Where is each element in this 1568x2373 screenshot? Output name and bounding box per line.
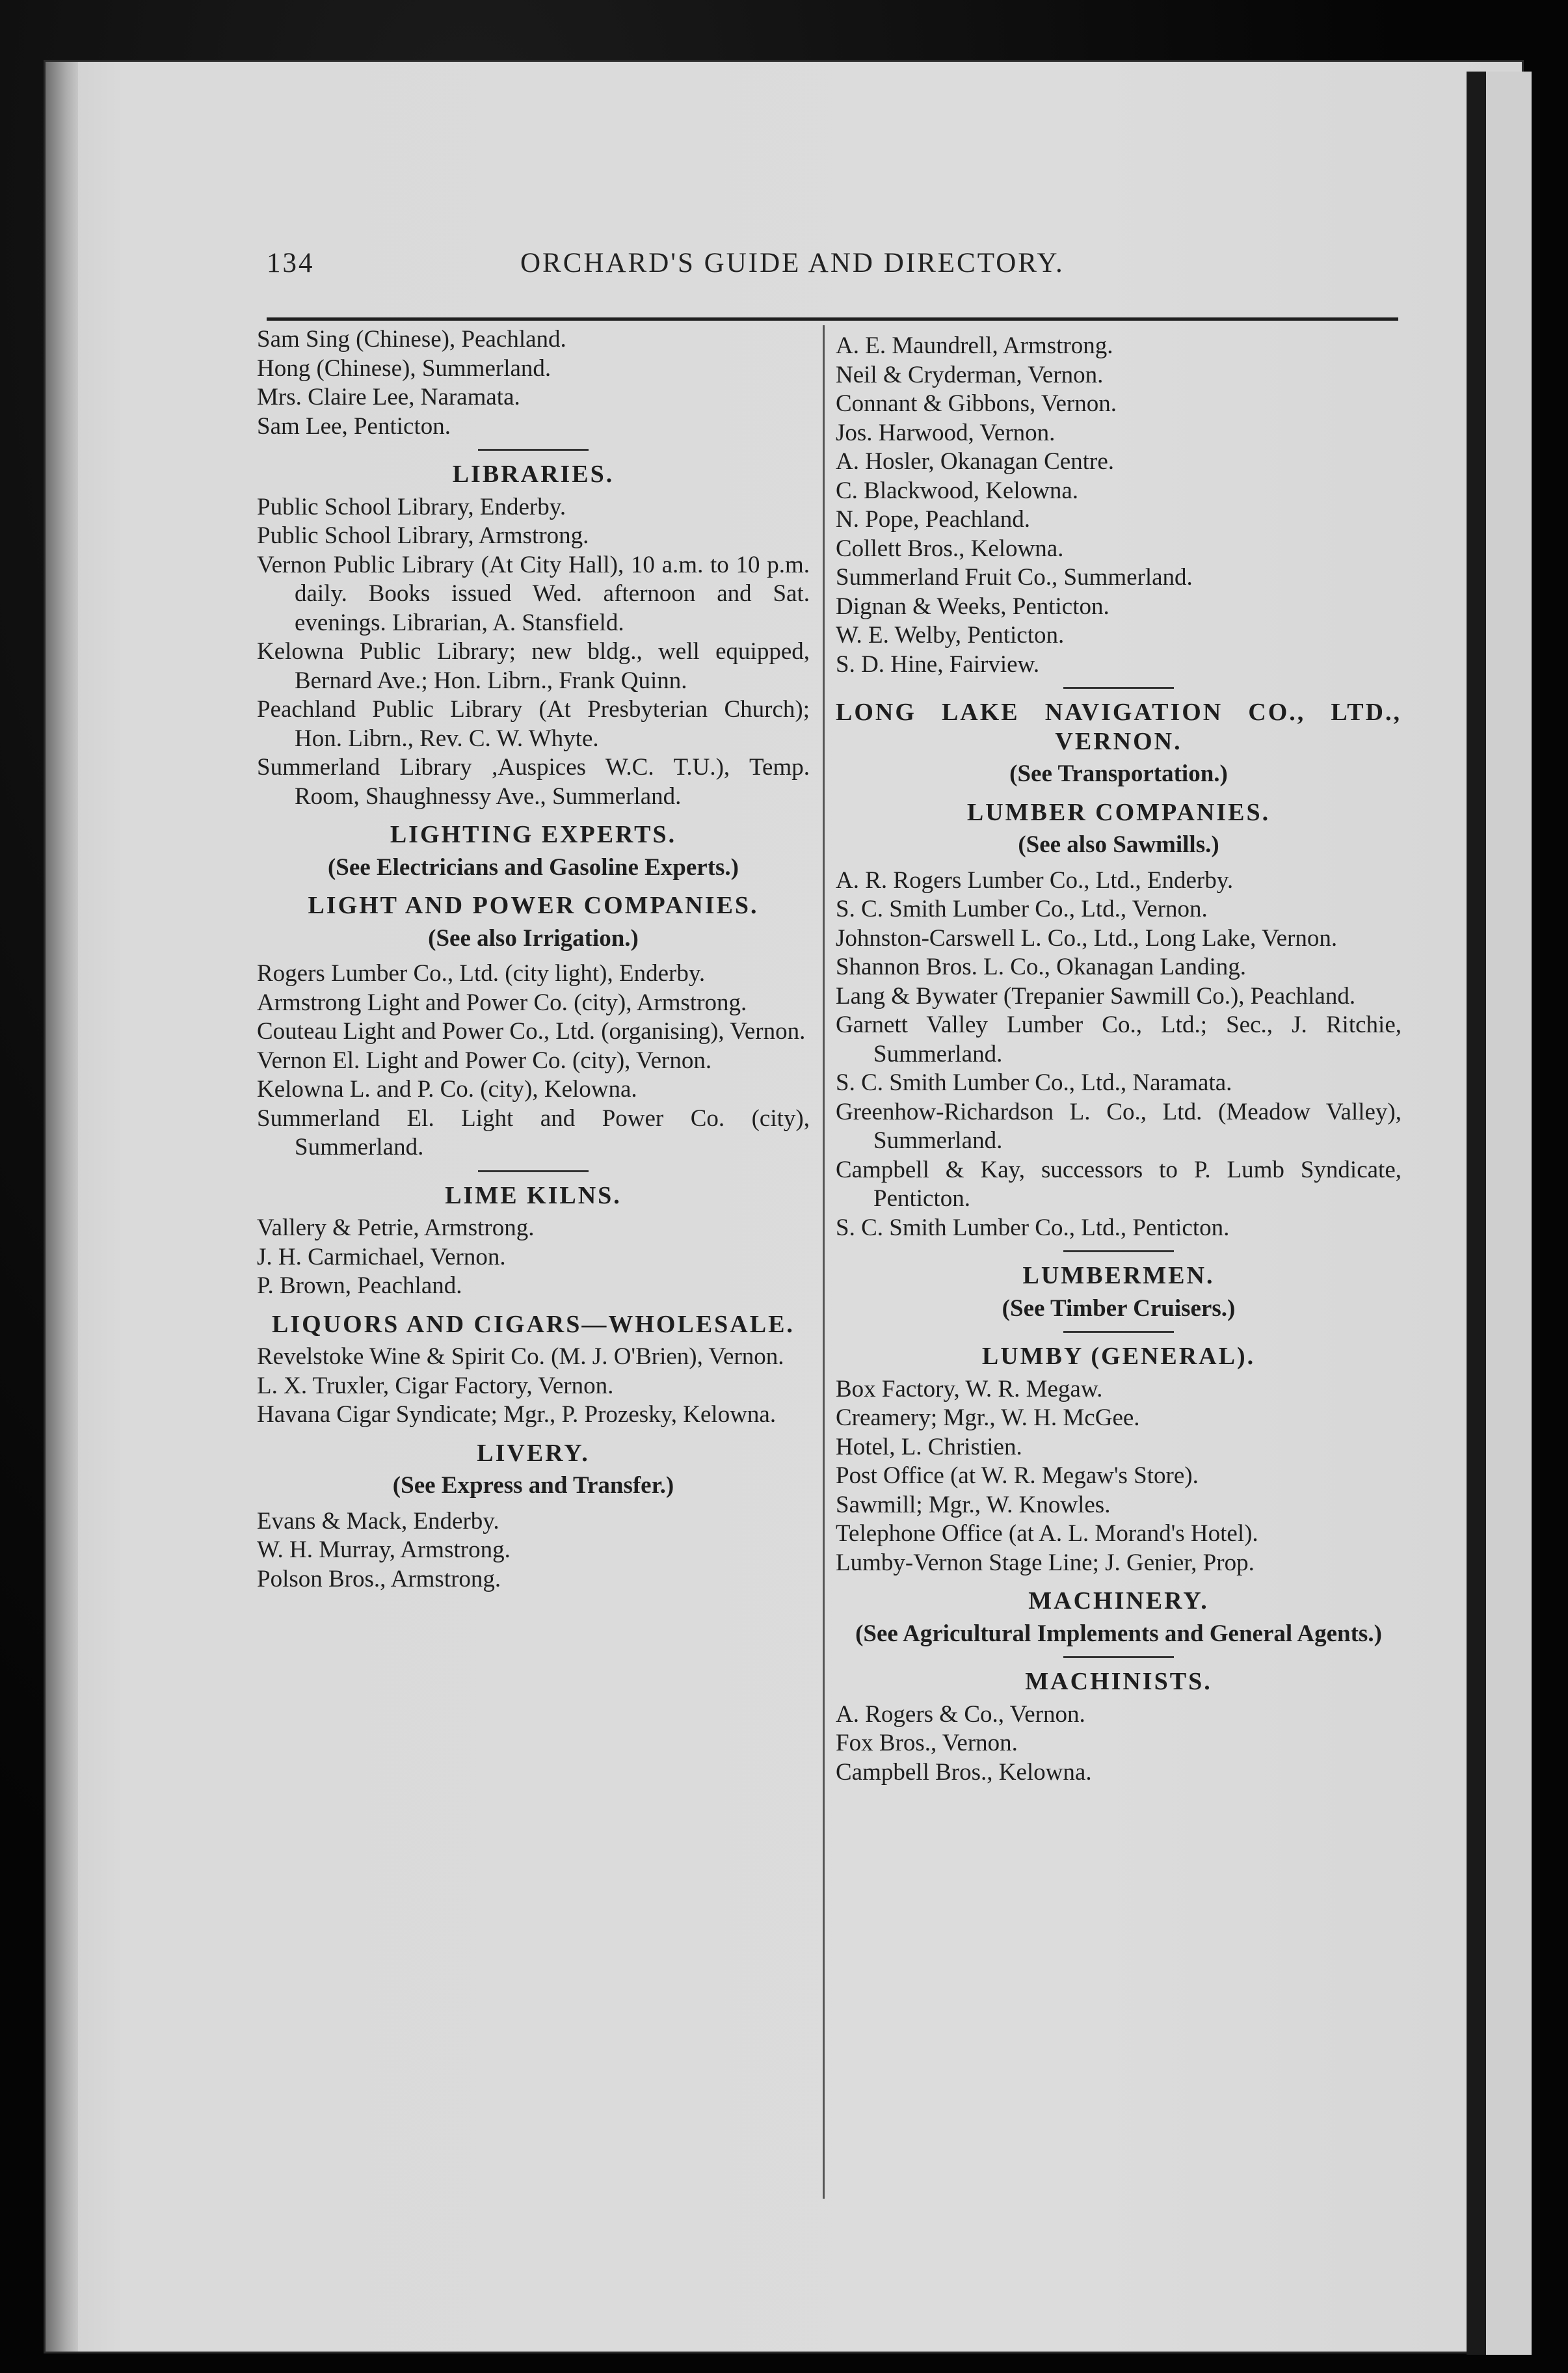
section-heading-machinists: MACHINISTS. [1025,1668,1212,1695]
list-item: J. H. Carmichael, Vernon. [257,1243,506,1270]
section-heading-long-lake: LONG LAKE NAVIGATION CO., LTD., VERNON. [836,699,1402,755]
list-item: Box Factory, W. R. Megaw. [836,1375,1103,1402]
running-title: ORCHARD'S GUIDE AND DIRECTORY. [520,248,1065,278]
section-heading-machinery: MACHINERY. [1028,1587,1209,1615]
list-item: Vallery & Petrie, Armstrong. [257,1214,535,1241]
list-item: P. Brown, Peachland. [257,1272,462,1299]
list-item: A. R. Rogers Lumber Co., Ltd., Enderby. [836,866,1234,894]
list-item: Campbell Bros., Kelowna. [836,1758,1092,1786]
section-heading-liquors: LIQUORS AND CIGARS—WHOLESALE. [272,1310,795,1338]
list-item: Lang & Bywater (Trepanier Sawmill Co.), Peachland. [836,982,1356,1010]
list-item: Collett Bros., Kelowna. [836,535,1064,562]
list-item: W. E. Welby, Penticton. [836,622,1065,649]
section-rule [478,1170,589,1172]
list-item: S. C. Smith Lumber Co., Ltd., Vernon. [836,896,1208,922]
section-heading-libraries: LIBRARIES. [452,461,615,488]
list-item: Revelstoke Wine & Spirit Co. (M. J. O'Brien), Vernon. [257,1343,784,1370]
list-item: Evans & Mack, Enderby. [257,1507,499,1535]
cross-reference-note: (See also Sawmills.) [1018,831,1219,858]
next-page-edge [1486,72,1532,2355]
list-item: Havana Cigar Syndicate; Mgr., P. Prozesky, Kelowna. [257,1401,777,1428]
list-item: Couteau Light and Power Co., Ltd. (organising), Vernon. [257,1018,806,1045]
list-item: C. Blackwood, Kelowna. [836,477,1079,504]
cross-reference-note: (See also Irrigation.) [428,924,639,952]
page-number: 134 [267,248,315,278]
list-item: Public School Library, Enderby. [257,493,566,520]
section-heading-lumbermen: LUMBERMEN. [1022,1262,1215,1289]
list-item: S. D. Hine, Fairview. [836,650,1040,678]
list-item: Rogers Lumber Co., Ltd. (city light), Enderby. [257,960,706,987]
list-item: Connant & Gibbons, Vernon. [836,390,1117,417]
list-item: Polson Bros., Armstrong. [257,1565,501,1592]
list-item: Hotel, L. Christien. [836,1433,1022,1460]
list-item: S. C. Smith Lumber Co., Ltd., Naramata. [836,1069,1232,1096]
running-header [267,247,1398,286]
section-heading-lighting-experts: LIGHTING EXPERTS. [390,821,677,848]
header-rule [267,317,1398,321]
list-item: Lumby-Vernon Stage Line; J. Genier, Prop. [836,1549,1255,1576]
list-item: N. Pope, Peachland. [836,506,1031,533]
page-gutter-shadow [1467,72,1486,2355]
list-item: Post Office (at W. R. Megaw's Store). [836,1462,1199,1489]
section-heading-light-power: LIGHT AND POWER COMPANIES. [308,892,759,919]
list-item: Kelowna Public Library; new bldg., well equipped, Bernard Ave.; Hon. Librn., Frank Quinn. [257,638,810,694]
right-column [836,332,1402,1787]
list-item: Peachland Public Library (At Presbyterian Church); Hon. Librn., Rev. C. W. Whyte. [257,696,810,752]
list-item: Garnett Valley Lumber Co., Ltd.; Sec., J. Ritchie, Summerland. [836,1012,1402,1067]
page-spine-shadow [46,62,78,2352]
list-item: Mrs. Claire Lee, Naramata. [257,384,520,410]
section-rule [1063,1656,1174,1658]
list-item: Johnston-Carswell L. Co., Ltd., Long Lake, Vernon. [836,924,1338,952]
left-column [257,325,810,1594]
cross-reference-note: (See Agricultural Implements and General Agents.) [855,1620,1382,1647]
list-item: Vernon El. Light and Power Co. (city), Vernon. [257,1047,712,1074]
cross-reference-note: (See Electricians and Gasoline Experts.) [327,853,739,881]
list-item: Dignan & Weeks, Penticton. [836,593,1110,620]
list-item: Kelowna L. and P. Co. (city), Kelowna. [257,1076,637,1103]
list-item: W. H. Murray, Armstrong. [257,1536,511,1563]
list-item: Fox Bros., Vernon. [836,1730,1018,1756]
list-item: Campbell & Kay, successors to P. Lumb Syndicate, Penticton. [836,1156,1402,1212]
section-heading-livery: LIVERY. [477,1439,590,1467]
list-item: S. C. Smith Lumber Co., Ltd., Penticton. [836,1214,1230,1241]
list-item: Public School Library, Armstrong. [257,522,589,549]
section-heading-lime-kilns: LIME KILNS. [445,1181,622,1209]
section-heading-lumby: LUMBY (GENERAL). [981,1343,1256,1370]
cross-reference-note: (See Transportation.) [1009,760,1228,787]
list-item: Hong (Chinese), Summerland. [257,355,551,382]
list-item: Summerland El. Light and Power Co. (city), Summerland. [257,1105,810,1160]
list-item: Telephone Office (at A. L. Morand's Hotel). [836,1520,1258,1547]
section-rule [1063,1250,1174,1252]
list-item: Sawmill; Mgr., W. Knowles. [836,1491,1111,1518]
list-item: Jos. Harwood, Vernon. [836,419,1056,446]
list-item: Creamery; Mgr., W. H. McGee. [836,1404,1140,1431]
section-rule [1063,687,1174,689]
list-item: Armstrong Light and Power Co. (city), Armstrong. [257,989,747,1016]
list-item: Sam Sing (Chinese), Peachland. [257,326,566,353]
list-item: Greenhow-Richardson L. Co., Ltd. (Meadow Valley), Summerland. [836,1098,1402,1154]
list-item: Summerland Library ,Auspices W.C. T.U.), Temp. Room, Shaughnessy Ave., Summerland. [257,754,810,810]
list-item: L. X. Truxler, Cigar Factory, Vernon. [257,1372,614,1399]
list-item: Summerland Fruit Co., Summerland. [836,564,1193,591]
cross-reference-note: (See Timber Cruisers.) [1002,1294,1236,1322]
section-rule [478,449,589,451]
list-item: A. E. Maundrell, Armstrong. [836,332,1113,359]
cross-reference-note: (See Express and Transfer.) [392,1472,674,1499]
list-item: Neil & Cryderman, Vernon. [836,361,1104,388]
list-item: Shannon Bros. L. Co., Okanagan Landing. [836,954,1246,980]
section-heading-lumber-companies: LUMBER COMPANIES. [966,798,1271,826]
list-item: Sam Lee, Penticton. [257,412,451,440]
list-item: A. Hosler, Okanagan Centre. [836,448,1114,475]
column-divider [823,325,825,2199]
section-rule [1063,1331,1174,1333]
list-item: A. Rogers & Co., Vernon. [836,1700,1085,1728]
list-item: Vernon Public Library (At City Hall), 10 a.m. to 10 p.m. daily. Books issued Wed. afternoon and Sat. evenings. Librarian, A. Stansfield. [257,551,810,636]
